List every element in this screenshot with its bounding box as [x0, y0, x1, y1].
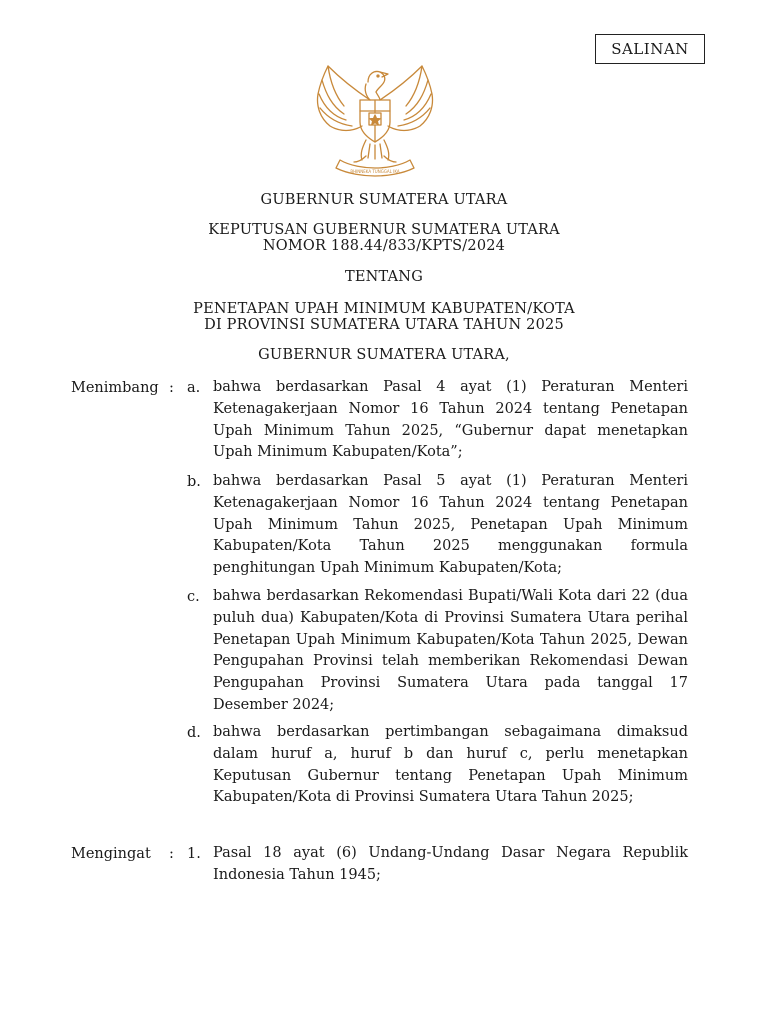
- mengingat-label: Mengingat: [71, 846, 151, 862]
- subject-line-1: PENETAPAN UPAH MINIMUM KABUPATEN/KOTA: [193, 301, 575, 317]
- mengingat-colon: :: [169, 846, 174, 862]
- mengingat-marker-1: 1.: [187, 846, 201, 862]
- menimbang-item-d: bahwa berdasarkan pertimbangan sebagaimana dimaksud dalam huruf a, huruf b dan huruf c, perlu menetapkan Keputusan Gubernur tentang Penetapan Upah Minimum Kabupaten/Kota di Provinsi Sumatera Utara Tahun 2025;: [213, 724, 688, 806]
- menimbang-item-a: bahwa berdasarkan Pasal 4 ayat (1) Peraturan Menteri Ketenagakerjaan Nomor 16 Tahun 2024 tentang Penetapan Upah Minimum Tahun 2025, “Gubernur dapat menetapkan Upah Minimum Kabupaten/Kota”;: [213, 379, 688, 461]
- about-heading: TENTANG: [345, 269, 423, 285]
- mengingat-item-1: Pasal 18 ayat (6) Undang-Undang Dasar Negara Republik Indonesia Tahun 1945;: [213, 845, 688, 883]
- svg-text:BHINNEKA TUNGGAL IKA: BHINNEKA TUNGGAL IKA: [350, 169, 400, 174]
- menimbang-label: Menimbang: [71, 380, 159, 396]
- menimbang-colon: :: [169, 380, 174, 396]
- office-heading: GUBERNUR SUMATERA UTARA: [260, 192, 508, 208]
- garuda-emblem-icon: [310, 60, 440, 178]
- menimbang-marker-c: c.: [187, 589, 200, 605]
- menimbang-marker-b: b.: [187, 474, 201, 490]
- menimbang-marker-d: d.: [187, 725, 201, 741]
- decree-title: KEPUTUSAN GUBERNUR SUMATERA UTARA: [208, 222, 560, 238]
- subject-line-2: DI PROVINSI SUMATERA UTARA TAHUN 2025: [204, 317, 564, 333]
- decree-number: NOMOR 188.44/833/KPTS/2024: [262, 238, 506, 254]
- signatory-heading: GUBERNUR SUMATERA UTARA,: [258, 347, 510, 363]
- menimbang-marker-a: a.: [187, 380, 201, 396]
- menimbang-item-b: bahwa berdasarkan Pasal 5 ayat (1) Peraturan Menteri Ketenagakerjaan Nomor 16 Tahun 2024 tentang Penetapan Upah Minimum Tahun 2025, Penetapan Upah Minimum Kabupaten/Kota Tahun 2025 menggunakan formula penghitungan Upah Minimum Kabupaten/Kota;: [213, 473, 688, 577]
- salinan-stamp: SALINAN: [595, 34, 705, 64]
- menimbang-item-c: bahwa berdasarkan Rekomendasi Bupati/Wali Kota dari 22 (dua puluh dua) Kabupaten/Kota di Provinsi Sumatera Utara perihal Penetapan Upah Minimum Kabupaten/Kota Tahun 2025, Dewan Pengupahan Provinsi telah memberikan Rekomendasi Dewan Pengupahan Provinsi Sumatera Utara pada tanggal 17 Desember 2024;: [213, 588, 688, 713]
